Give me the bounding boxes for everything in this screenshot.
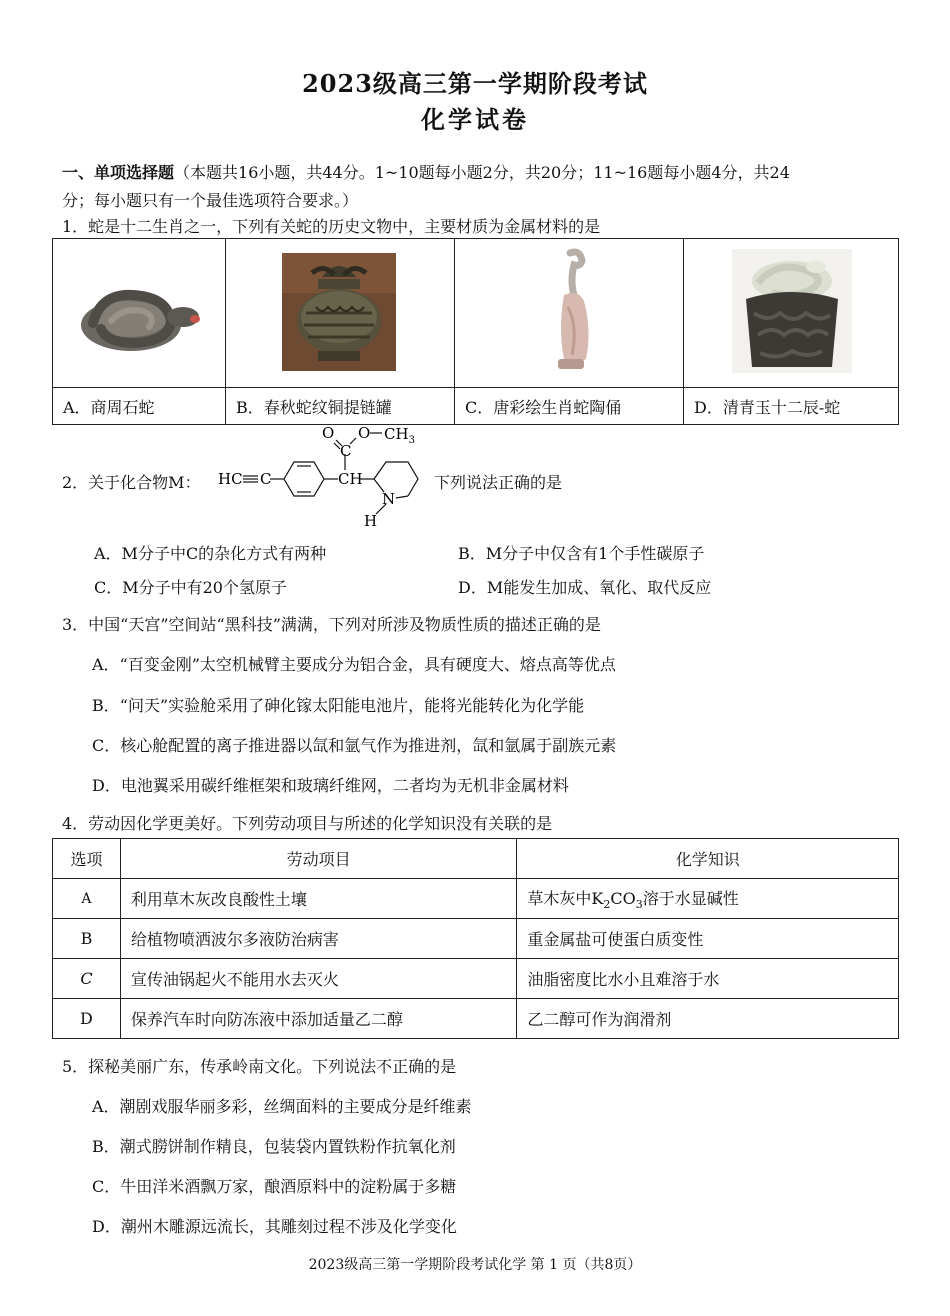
table-row	[53, 919, 899, 959]
section-heading: 一、单项选择题	[62, 163, 175, 182]
ceramic-figure-image	[546, 247, 596, 377]
row-knowledge: 油脂密度比水小且难溶于水	[517, 959, 899, 999]
q1-image-table	[52, 238, 899, 425]
section-intro	[62, 160, 790, 183]
q2-option-d: D．M能发生加成、氧化、取代反应	[458, 578, 712, 597]
struct-c: C	[260, 470, 272, 488]
struct-c-carbonyl: C	[340, 442, 352, 460]
row-key: D	[53, 999, 121, 1039]
q1-stem: 1．蛇是十二生肖之一，下列有关蛇的历史文物中，主要材质为金属材料的是	[62, 217, 601, 236]
header-knowledge: 化学知识	[517, 839, 899, 879]
compound-m-structure	[218, 424, 430, 532]
table-row	[53, 879, 899, 919]
q1-option-d: D．清青玉十二辰-蛇	[694, 398, 841, 417]
q3-option-a: A．“百变金刚”太空机械臂主要成分为铝合金，具有硬度大、熔点高等优点	[92, 655, 616, 674]
struct-n: N	[382, 490, 396, 508]
table-row	[53, 999, 899, 1039]
q5-stem: 5．探秘美丽广东，传承岭南文化。下列说法不正确的是	[62, 1057, 457, 1076]
q3-option-c: C．核心舱配置的离子推进器以氙和氩气作为推进剂，氙和氩属于副族元素	[92, 736, 617, 755]
q5-option-a: A．潮剧戏服华丽多彩，丝绸面料的主要成分是纤维素	[92, 1097, 472, 1116]
row-key: A	[53, 879, 121, 919]
q1-option-a: A．商周石蛇	[63, 398, 155, 417]
row-labor: 保养汽车时向防冻液中添加适量乙二醇	[120, 999, 517, 1039]
struct-ch: CH	[338, 470, 363, 488]
q3-stem: 3．中国“天宫”空间站“黑科技”满满，下列对所涉及物质性质的描述正确的是	[62, 615, 601, 634]
exam-subtitle: 化学试卷	[421, 105, 529, 134]
row-knowledge: 乙二醇可作为润滑剂	[517, 999, 899, 1039]
q4-stem: 4．劳动因化学更美好。下列劳动项目与所述的化学知识没有关联的是	[62, 814, 553, 833]
struct-o-ester: O	[358, 424, 371, 442]
bronze-jar-image	[282, 253, 396, 371]
section-note-1: （本题共16小题，共44分。1~10题每小题2分，共20分；11~16题每小题4分，共24	[174, 163, 790, 182]
struct-o-carbonyl: O	[322, 424, 335, 442]
section-note-2: 分；每小题只有一个最佳选项符合要求。）	[62, 191, 359, 210]
row-knowledge: 草木灰中$K_2CO_3$溶于水显碱性	[517, 879, 899, 919]
q1-option-c: C．唐彩绘生肖蛇陶俑	[465, 398, 622, 417]
table-row	[53, 959, 899, 999]
table-header-row	[53, 839, 899, 879]
exam-title: 2023级高三第一学期阶段考试	[302, 69, 648, 98]
q2-stem-suffix: 下列说法正确的是	[434, 473, 563, 492]
row-knowledge: 重金属盐可使蛋白质变性	[517, 919, 899, 959]
row-labor: 宣传油锅起火不能用水去灭火	[120, 959, 517, 999]
q2-option-c: C．M分子中有20个氢原子	[94, 578, 287, 597]
q1-option-b: B．春秋蛇纹铜提链罐	[236, 398, 392, 417]
struct-methyl: $CH_3$	[384, 425, 415, 446]
q2-option-b: B．M分子中仅含有1个手性碳原子	[458, 544, 705, 563]
struct-hc: HC	[218, 470, 243, 488]
q3-option-d: D．电池翼采用碳纤维框架和玻璃纤维网，二者均为无机非金属材料	[92, 776, 569, 795]
jade-snake-image	[732, 249, 852, 373]
q2-option-a: A．M分子中C的杂化方式有两种	[94, 544, 327, 563]
header-option: 选项	[53, 839, 121, 879]
stone-snake-image	[71, 263, 207, 363]
row-labor: 利用草木灰改良酸性土壤	[120, 879, 517, 919]
row-key: C	[53, 959, 121, 999]
row-key: B	[53, 919, 121, 959]
q5-option-c: C．牛田洋米酒飘万家，酿酒原料中的淀粉属于多糖	[92, 1177, 457, 1196]
header-labor: 劳动项目	[120, 839, 517, 879]
q4-table	[52, 838, 899, 1039]
q5-option-d: D．潮州木雕源远流长，其雕刻过程不涉及化学变化	[92, 1217, 457, 1236]
q2-stem-prefix: 2．关于化合物M：	[62, 473, 201, 492]
struct-h: H	[364, 512, 378, 530]
q5-option-b: B．潮式朥饼制作精良，包装袋内置铁粉作抗氧化剂	[92, 1137, 456, 1156]
row-labor: 给植物喷洒波尔多液防治病害	[120, 919, 517, 959]
page-footer: 2023级高三第一学期阶段考试化学 第 1 页（共8页）	[308, 1257, 642, 1273]
q3-option-b: B．“问天”实验舱采用了砷化镓太阳能电池片，能将光能转化为化学能	[92, 696, 585, 715]
